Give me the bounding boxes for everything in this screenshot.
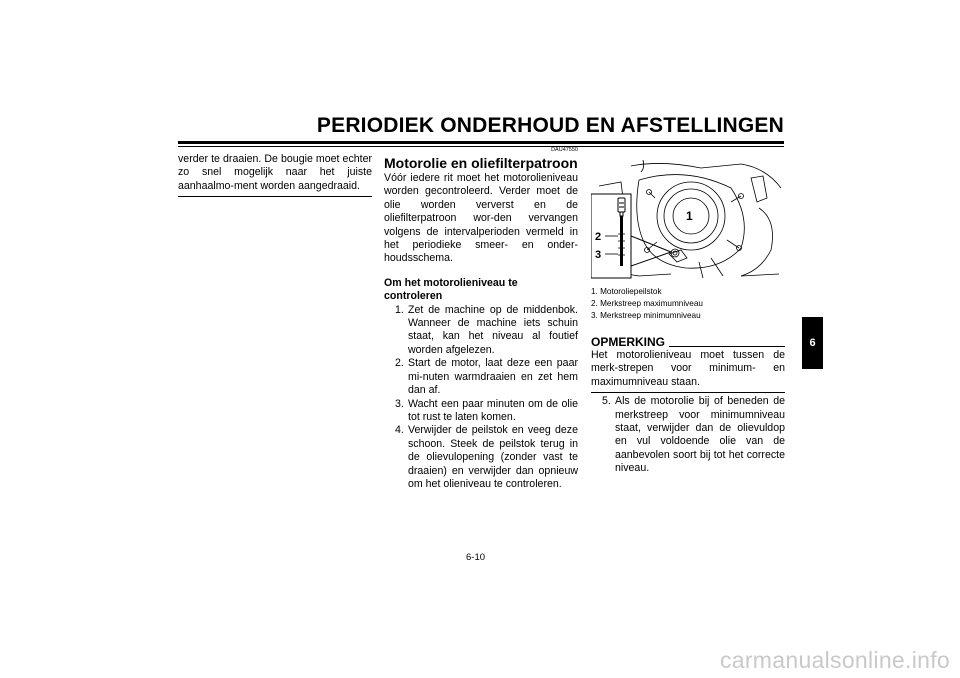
procedure-heading: Om het motorolieniveau te controleren xyxy=(384,276,518,303)
caption-2: 2. Merkstreep maximumniveau xyxy=(591,299,703,308)
list-item: 2. Start de motor, laat deze een paar mi-nuten warmdraaien en zet hem dan af. xyxy=(395,357,578,397)
header-rule xyxy=(178,141,784,144)
page-number: 6-10 xyxy=(466,552,486,563)
note-heading xyxy=(591,336,785,349)
page-header-title: PERIODIEK ONDERHOUD EN AFSTELLINGEN xyxy=(316,114,784,137)
section-title: Motorolie en oliefilterpatroon xyxy=(384,155,578,171)
note-heading-rule xyxy=(669,346,785,347)
callout-label-2: 2 xyxy=(595,231,602,243)
list-item: 4. Verwijder de peilstok en veeg deze schoon. Steek de peilstok terug in de olievulopening (zonder vast te draaien) en verwijder dan opnieuw om het olieniveau te controleren. xyxy=(395,424,578,490)
intro-paragraph: Vóór iedere rit moet het motorolieniveau worden gecontroleerd. Verder moet de olie worden ververst en de oliefilterpatroon wor-den vervangen volgens de intervalperioden vermeld in het periodieke smeer- en onder-houdsschema. xyxy=(384,172,578,265)
continued-text: verder te draaien. De bougie moet echter zo snel mogelijk naar het juiste aanhaalmo-ment worden aangedraaid. xyxy=(178,153,372,192)
caption-3: 3. Merkstreep minimumniveau xyxy=(591,311,701,320)
caption-1: 1. Motoroliepeilstok xyxy=(591,287,662,296)
section-end-rule xyxy=(178,196,372,197)
procedure-steps xyxy=(384,304,578,492)
list-item: 1. Zet de machine op de middenbok. Wanneer de machine iets schuin staat, kan het niveau al foutief worden afgelezen. xyxy=(395,303,578,356)
engine-illustration xyxy=(591,158,785,280)
procedure-steps-continued xyxy=(591,395,785,475)
column-right xyxy=(591,147,785,476)
list-item: 5. Als de motorolie bij of beneden de merkstreep voor minimumniveau staat, verwijder dan de olievuldop en vul voldoende olie van de aanbevolen soort bij tot het correcte niveau. xyxy=(602,395,785,475)
column-left xyxy=(178,153,372,197)
figure-captions xyxy=(591,286,785,322)
note-heading-label: OPMERKING xyxy=(591,335,666,349)
column-middle xyxy=(384,147,578,491)
watermark: carmanualsonline.info xyxy=(719,647,950,673)
chapter-tab: 6 xyxy=(802,317,823,369)
list-item: 3. Wacht een paar minuten om de olie tot rust te laten komen. xyxy=(395,397,578,423)
dipstick-figure xyxy=(591,158,785,280)
note-end-rule xyxy=(591,392,785,393)
note-text: Het motorolieniveau moet tussen de merk-strepen voor minimum- en maximumniveau staan. xyxy=(591,349,785,388)
section-code: DAU47550 xyxy=(551,147,578,153)
callout-label-3: 3 xyxy=(595,249,602,261)
callout-label-1: 1 xyxy=(686,209,693,223)
